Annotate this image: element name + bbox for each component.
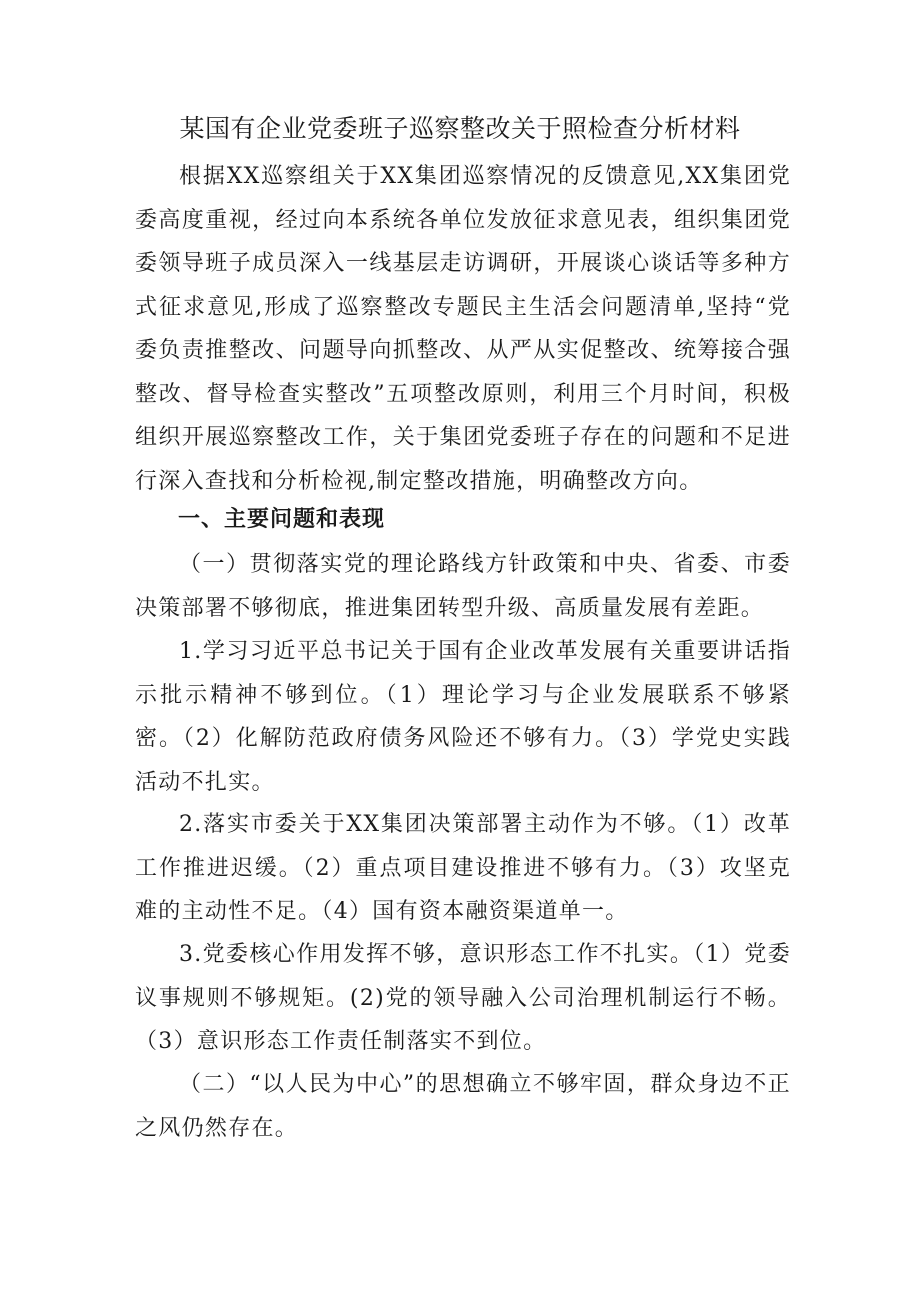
item-2-paragraph: 2.落实市委关于XX集团决策部署主动作为不够。（1）改革工作推进迟缓。（2）重点项目建设推进不够有力。（3）攻坚克难的主动性不足。（4）国有资本融资渠道单一。: [135, 812, 791, 924]
item-1-paragraph: 1.学习习近平总书记关于国有企业改革发展有关重要讲话指示批示精神不够到位。（1）理论学习与企业发展联系不够紧密。（2）化解防范政府债务风险还不够有力。（3）学党史实践活动不扎实。: [135, 639, 791, 795]
section-heading-main-problems: 一、主要问题和表现: [178, 507, 386, 532]
intro-paragraph: 根据XX巡察组关于XX集团巡察情况的反馈意见,XX集团党委高度重视，经过向本系统各单位发放征求意见表，组织集团党委领导班子成员深入一线基层走访调研，开展谈心谈话等多种方式征求意见,形成了巡察整改专题民主生活会问题清单,坚持“党委负责推整改、问题导向抓整改、从严从实促整改、统筹接合强整改、督导检查实整改”五项整改原则，利用三个月时间，积极组织开展巡察整改工作，关于集团党委班子存在的问题和不足进行深入查找和分析检视,制定整改措施，明确整改方向。: [135, 164, 791, 494]
subsection-2-paragraph: （二）“以人民为中心”的思想确立不够牢固，群众身边不正之风仍然存在。: [135, 1072, 791, 1141]
subsection-1-paragraph: （一）贯彻落实党的理论路线方针政策和中央、省委、市委决策部署不够彻底，推进集团转型升级、高质量发展有差距。: [135, 552, 791, 621]
document-title: 某国有企业党委班子巡察整改关于照检查分析材料: [179, 114, 741, 143]
item-3-paragraph: 3.党委核心作用发挥不够，意识形态工作不扎实。（1）党委议事规则不够规矩。(2)党的领导融入公司治理机制运行不畅。（3）意识形态工作责任制落实不到位。: [135, 942, 791, 1054]
